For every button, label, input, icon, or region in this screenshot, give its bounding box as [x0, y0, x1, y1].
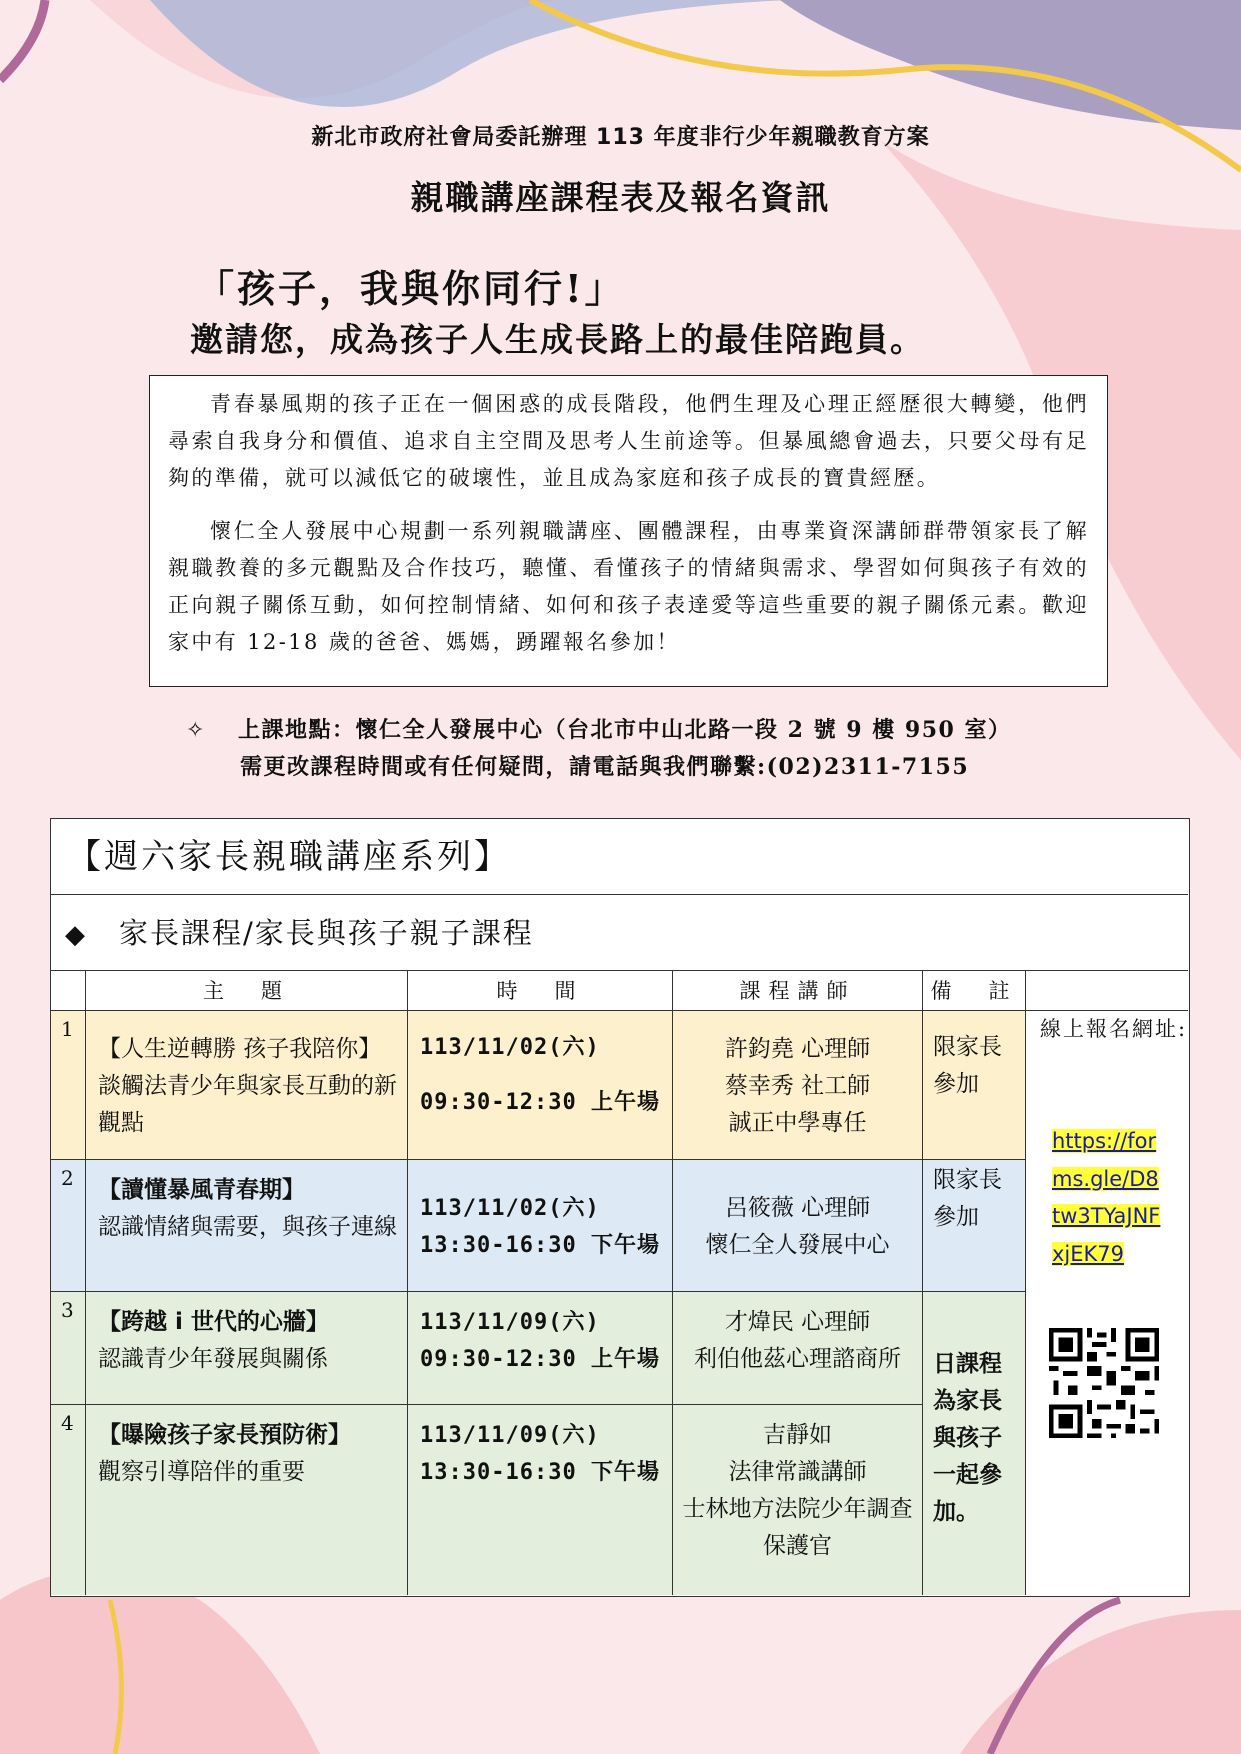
- row-4-teacher-line-2: 法律常識講師: [728, 1459, 867, 1485]
- row-2-note: 限家長參加: [923, 1160, 1026, 1292]
- signup-header-blank: [1026, 971, 1188, 1011]
- row-1-teacher-line-1: 許鈞堯 心理師: [724, 1036, 871, 1062]
- header-num: [51, 971, 86, 1011]
- row-1-date: 113/11/02(六): [420, 1035, 600, 1060]
- header-time: 時 間: [408, 971, 673, 1011]
- header-topic: 主 題: [86, 971, 408, 1011]
- row-1-note: 限家長參加: [923, 1011, 1026, 1160]
- row-2-topic-title: 【讀懂暴風青春期】: [98, 1177, 305, 1203]
- signup-cell: [1026, 1011, 1188, 1595]
- row-4-teacher: [673, 1405, 923, 1595]
- header-teacher: 課程講師: [673, 971, 923, 1011]
- row-1-topic-title: 【人生逆轉勝 孩子我陪你】: [98, 1036, 382, 1062]
- row-3-topic: [86, 1292, 408, 1405]
- contact-info: 需更改課程時間或有任何疑問，請電話與我們聯繫:(02)2311-7155: [240, 754, 970, 780]
- row-2-teacher-line-1: 呂筱薇 心理師: [724, 1195, 871, 1221]
- row-3-topic-title: 【跨越 i 世代的心牆】: [98, 1309, 329, 1335]
- row-3-teacher-line-2: 利伯他茲心理諮商所: [694, 1346, 901, 1372]
- slogan-line-1: 「孩子，我與你同行!」: [196, 266, 626, 311]
- sparkle-icon: ✧: [186, 718, 206, 743]
- row-4-number: 4: [51, 1405, 86, 1595]
- row-1-teacher-line-3: 誠正中學專任: [728, 1110, 867, 1136]
- row-4-date: 113/11/09(六): [420, 1423, 600, 1448]
- qr-code-image[interactable]: [1044, 1323, 1164, 1443]
- row-1-time: [408, 1011, 673, 1160]
- row-4-session: 13:30-16:30 下午場: [420, 1460, 660, 1485]
- document-title: 親職講座課程表及報名資訊: [410, 178, 831, 217]
- row-3-session: 09:30-12:30 上午場: [420, 1347, 660, 1372]
- schedule-table: [50, 818, 1190, 1597]
- intro-paragraph-2: 懷仁全人發展中心規劃一系列親職講座、團體課程，由專業資深講師群帶領家長了解親職教養的多元觀點及合作技巧，聽懂、看懂孩子的情緒與需求、學習如何與孩子有效的正向親子關係互動，如何控制情緒、如何和孩子表達愛等這些重要的親子關係元素。歡迎家中有 12-18 歲的爸爸、媽媽，踴躍報名參加！: [168, 519, 1089, 654]
- location-info: [186, 713, 1012, 744]
- row-2-time: [408, 1160, 673, 1292]
- row-1-session: 09:30-12:30 上午場: [420, 1090, 660, 1115]
- signup-label: 線上報名網址:: [1040, 1017, 1188, 1041]
- row-2-teacher: [673, 1160, 923, 1292]
- diamond-bullet-icon: ◆: [65, 920, 87, 950]
- series-title: 【週六家長親職講座系列】: [51, 819, 1188, 895]
- row-2-session: 13:30-16:30 下午場: [420, 1233, 660, 1258]
- row-3-time: [408, 1292, 673, 1405]
- intro-paragraph-1: 青春暴風期的孩子正在一個困惑的成長階段，他們生理及心理正經歷很大轉變，他們尋索自我身分和價值、追求自主空間及思考人生前途等。但暴風總會過去，只要父母有足夠的準備，就可以減低它的破壞性，並且成為家庭和孩子成長的寶貴經歷。: [168, 392, 1089, 490]
- row-2-topic: [86, 1160, 408, 1292]
- row-1-topic-desc: 談觸法青少年與家長互動的新觀點: [98, 1073, 397, 1136]
- row-4-topic-desc: 觀察引導陪伴的重要: [98, 1459, 305, 1485]
- row-2-number: 2: [51, 1160, 86, 1292]
- row-2-teacher-line-2: 懷仁全人發展中心: [705, 1232, 890, 1258]
- slogan-line-2: 邀請您，成為孩子人生成長路上的最佳陪跑員。: [190, 320, 925, 359]
- row-2-topic-desc: 認識情緒與需要，與孩子連線: [98, 1214, 397, 1240]
- row-2-date: 113/11/02(六): [420, 1196, 600, 1221]
- course-type-label: 家長課程/家長與孩子親子課程: [119, 916, 534, 950]
- row-4-topic: [86, 1405, 408, 1595]
- row-4-teacher-line-1: 吉靜如: [763, 1422, 832, 1448]
- course-type-row: [51, 895, 1188, 971]
- rows-3-4-note: 日課程為家長與孩子一起參加。: [923, 1292, 1026, 1595]
- row-3-teacher: [673, 1292, 923, 1405]
- row-4-time: [408, 1405, 673, 1595]
- row-3-number: 3: [51, 1292, 86, 1405]
- row-1-teacher-line-2: 蔡幸秀 社工師: [724, 1073, 871, 1099]
- row-3-topic-desc: 認識青少年發展與關係: [98, 1346, 328, 1372]
- row-3-teacher-line-1: 才煒民 心理師: [724, 1309, 871, 1335]
- row-4-topic-title: 【曝險孩子家長預防術】: [98, 1422, 351, 1448]
- signup-url[interactable]: https://forms.gle/D8tw3TYaJNFxjEK79: [1052, 1129, 1161, 1266]
- row-1-number: 1: [51, 1011, 86, 1160]
- row-1-teacher: [673, 1011, 923, 1160]
- introduction-box: [149, 375, 1108, 687]
- organizer-line: 新北市政府社會局委託辦理 113 年度非行少年親職教育方案: [311, 125, 930, 150]
- row-1-topic: [86, 1011, 408, 1160]
- row-3-date: 113/11/09(六): [420, 1310, 600, 1335]
- schedule-grid: [51, 971, 1188, 1595]
- signup-link[interactable]: [1052, 1123, 1164, 1273]
- location-text: 上課地點：懷仁全人發展中心（台北市中山北路一段 2 號 9 樓 950 室）: [238, 717, 1012, 743]
- header-note: 備 註: [923, 971, 1026, 1011]
- row-4-teacher-line-3: 士林地方法院少年調查保護官: [682, 1496, 913, 1559]
